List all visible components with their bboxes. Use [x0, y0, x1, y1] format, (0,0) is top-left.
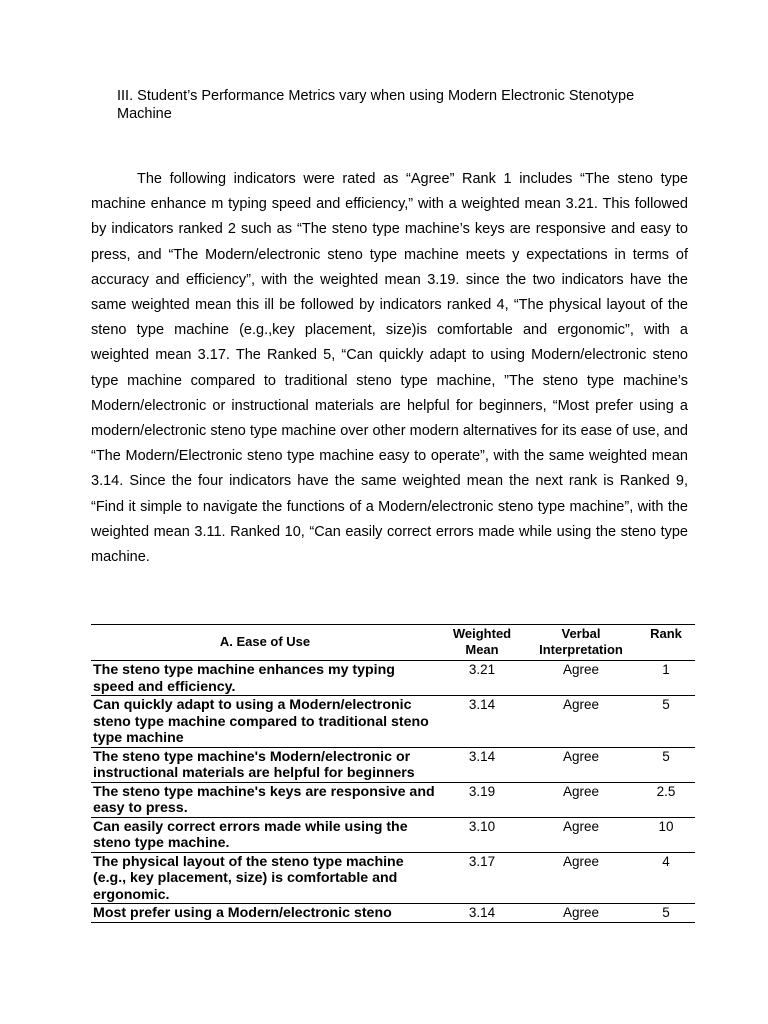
table-row	[91, 747, 695, 782]
row-verbal: Agree	[525, 747, 637, 782]
header-indicator: A. Ease of Use	[91, 625, 439, 661]
row-indicator: The steno type machine's Modern/electronic or instructional materials are helpful for beginners	[91, 747, 439, 782]
row-weighted-mean: 3.17	[439, 852, 525, 904]
table-row	[91, 696, 695, 748]
row-verbal: Agree	[525, 782, 637, 817]
table-row	[91, 661, 695, 696]
row-indicator: Can quickly adapt to using a Modern/electronic steno type machine compared to traditional steno type machine	[91, 696, 439, 748]
section-heading: III. Student’s Performance Metrics vary when using Modern Electronic Stenotype Machine	[117, 88, 635, 122]
row-weighted-mean: 3.14	[439, 747, 525, 782]
table-row	[91, 904, 695, 923]
row-rank: 4	[637, 852, 695, 904]
table-row	[91, 817, 695, 852]
row-rank: 2.5	[637, 782, 695, 817]
row-weighted-mean: 3.10	[439, 817, 525, 852]
body-paragraph: The following indicators were rated as “Agree” Rank 1 includes “The steno type machine enhance m typing speed and efficiency,” with a weighted mean 3.21. This followed by indicators ranked 2 such as “The steno type machine’s keys are responsive and easy to press, and “The Modern/electronic steno type machine meets y expectations in terms of accuracy and efficiency”, with the weighted mean 3.19. since the two indicators have the same weighted mean this ill be followed by indicators ranked 4, “The physical layout of the steno type machine (e.g.,key placement, size)is comfortable and ergonomic”, with a weighted mean 3.17. The Ranked 5, “Can quickly adapt to using Modern/electronic steno type machine compared to traditional steno type machine, ”The steno type machine’s Modern/electronic or instructional materials are helpful for beginners, “Most prefer using a modern/electronic steno type machine over other modern alternatives for its ease of use, and “The Modern/Electronic steno type machine easy to operate”, with the same weighted mean 3.14. Since the four indicators have the same weighted mean the next rank is Ranked 9, “Find it simple to navigate the functions of a Modern/electronic steno type machine”, with the weighted mean 3.11. Ranked 10, “Can easily correct errors made while using the steno type machine.	[91, 171, 688, 566]
row-weighted-mean: 3.14	[439, 696, 525, 748]
row-rank: 1	[637, 661, 695, 696]
header-weighted-mean: Weighted Mean	[439, 625, 525, 661]
row-indicator: Can easily correct errors made while using the steno type machine.	[91, 817, 439, 852]
row-verbal: Agree	[525, 696, 637, 748]
row-indicator: Most prefer using a Modern/electronic steno	[91, 904, 439, 923]
row-weighted-mean: 3.19	[439, 782, 525, 817]
header-verbal-interpretation: Verbal Interpretation	[525, 625, 637, 661]
table-row	[91, 782, 695, 817]
row-verbal: Agree	[525, 661, 637, 696]
row-rank: 5	[637, 696, 695, 748]
table-row	[91, 852, 695, 904]
row-weighted-mean: 3.14	[439, 904, 525, 923]
row-indicator: The physical layout of the steno type machine (e.g., key placement, size) is comfortable and ergonomic.	[91, 852, 439, 904]
table-header-row	[91, 625, 695, 661]
row-indicator: The steno type machine enhances my typing speed and efficiency.	[91, 661, 439, 696]
row-rank: 5	[637, 747, 695, 782]
ease-of-use-table	[91, 624, 695, 923]
row-verbal: Agree	[525, 817, 637, 852]
row-weighted-mean: 3.21	[439, 661, 525, 696]
row-verbal: Agree	[525, 852, 637, 904]
row-rank: 5	[637, 904, 695, 923]
header-rank: Rank	[637, 625, 695, 661]
row-indicator: The steno type machine's keys are responsive and easy to press.	[91, 782, 439, 817]
row-rank: 10	[637, 817, 695, 852]
row-verbal: Agree	[525, 904, 637, 923]
